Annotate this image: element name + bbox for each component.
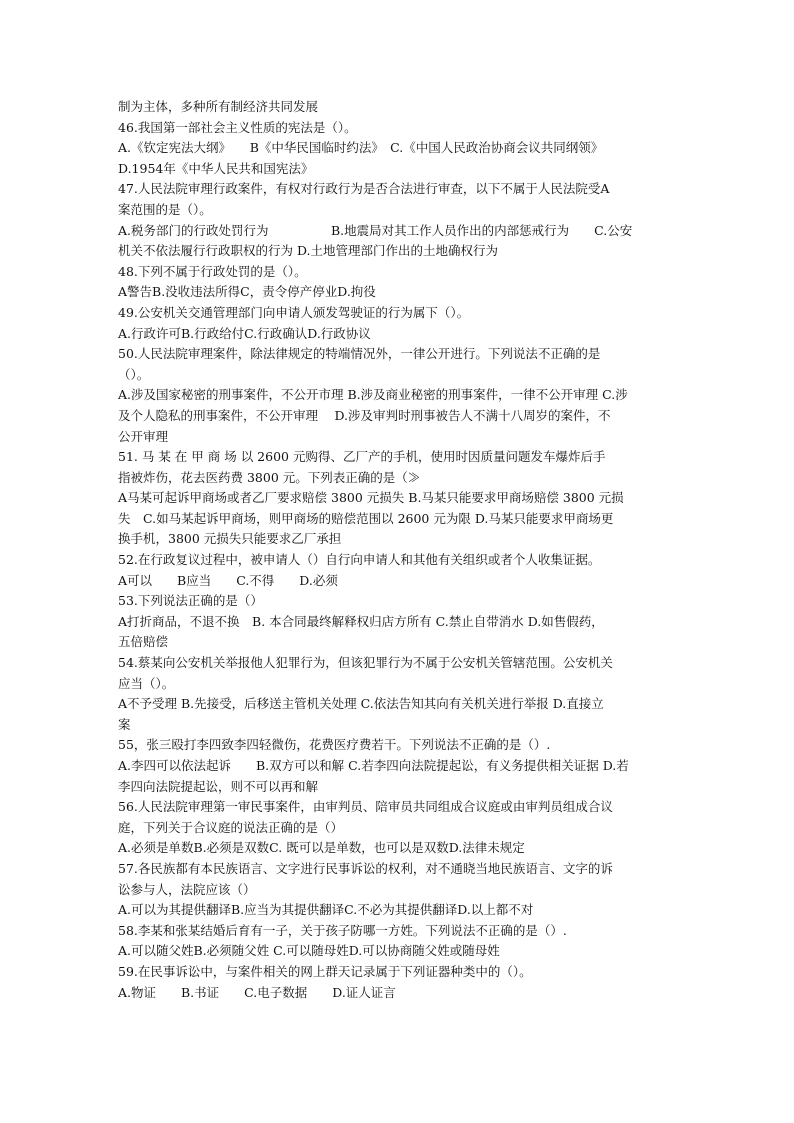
text-line: 公开审理 [118,428,169,444]
text-line: D.1954年《中华人民共和国宪法》 [118,160,314,176]
text-line: 58.李某和张某结婚后育有一子，关于孩子防哪一方姓。下列说法不正确的是（）. [118,922,567,938]
text-line: 指被炸伤，花去医药费 3800 元。下列表正确的是（≫ [118,469,421,485]
text-line: 46.我国第一部社会主义性质的宪法是（）。 [118,119,357,135]
text-line: 55，张三殴打李四致李四轻微伤，花费医疗费若干。下列说法不正确的是（）. [118,737,551,753]
text-line: A.可以为其提供翻译B.应当为其提供翻译C.不必为其提供翻译D.以上都不对 [118,902,534,918]
text-line: 应当（）。 [118,675,175,691]
text-line: 47.人民法院审理行政案件，有权对行政行为是否合法进行审查，以下不属于人民法院受A [118,181,610,197]
text-line: （）。 [118,366,150,382]
text-line: A.《钦定宪法大纲》 B《中华民国临时约法》 C.《中国人民政治协商会议共同纲领》 [118,140,604,156]
text-line: A.行政许可B.行政给付C.行政确认D.行政协议 [118,325,371,341]
text-line: A.可以随父姓B.必须随父姓 C.可以随母姓D.可以协商随父姓或随母姓 [118,943,500,959]
text-line: 讼参与人，法院应该（） [118,881,256,897]
text-line: 庭，下列关于合议庭的说法正确的是（） [118,819,344,835]
text-line: A马某可起诉甲商场或者乙厂要求赔偿 3800 元损失 B.马某只能要求甲商场赔偿 3800 元损 [118,490,624,506]
text-line: 56.人民法院审理第一审民事案件，由审判员、陪审员共同组成合议庭或由审判员组成合议 [118,799,613,815]
text-line: 李四向法院提起讼，则不可以再和解 [118,778,319,794]
text-line: 49.公安机关交通管理部门向申请人颁发驾驶证的行为属下（）。 [118,304,470,320]
text-line: A打折商品，不退不换 B. 本合同最终解释权归店方所有 C.禁止自带消水 D.如售假药， [118,613,604,629]
text-line: 换手机，3800 元损失只能要求乙厂承担 [118,531,342,547]
text-line: A警告B.没收违法所得C，责令停产停业D.拘役 [118,284,376,300]
text-line: A可以 B应当 C.不得 D.必须 [118,572,338,588]
text-line: 及个人隐私的刑事案件，不公开审理 D.涉及审判时刑事被告人不满十八周岁的案件，不 [118,407,611,423]
text-line: 50.人民法院审理案件，除法律规定的特端情况外，一律公开进行。下列说法不正确的是 [118,346,601,362]
text-line: 案 [118,716,131,732]
text-line: 59.在民事诉讼中，与案件相关的网上群天记录属于下列证器种类中的（）。 [118,963,532,979]
text-line: 51. 马 某 在 甲 商 场 以 2600 元购得、乙厂产的手机，使用时因质量问题发车爆炸后手 [118,449,606,465]
text-line: 57.各民族都有本民族语言、文字进行民事诉讼的权利，对不通晓当地民族语言、文字的诉 [118,860,613,876]
text-line: 48.下列不属于行政处罚的是（）。 [118,263,307,279]
text-line: 54.蔡某向公安机关举报他人犯罪行为，但该犯罪行为不属于公安机关管辖范围。公安机关 [118,655,613,671]
text-line: A.物证 B.书证 C.电子数据 D.证人证言 [118,984,396,1000]
text-line: A不予受理 B.先接受，后移送主管机关处理 C.依法告知其向有关机关进行举报 D.直接立 [118,696,604,712]
text-line: 机关不依法履行行政职权的行为 D.土地管理部门作出的土地确权行为 [118,243,499,259]
text-line: 52.在行政复议过程中，被申请人（）自行向申请人和其他有关组织或者个人收集证据。 [118,552,601,568]
text-line: 案范围的是（）。 [118,201,212,217]
text-line: A.涉及国家秘密的刑事案件，不公开市理 B.涉及商业秘密的刑事案件，一律不公开审理 C.涉 [118,387,628,403]
text-line: 53.下列说法正确的是（） [118,593,263,609]
text-line: A.必须是单数B.必须是双数C. 既可以是单数，也可以是双数D.法律未规定 [118,840,525,856]
text-line: 制为主体，多种所有制经济共同发展 [118,99,319,114]
text-line: A.税务部门的行政处罚行为 B.地震局对其工作人员作出的内部惩戒行为 C.公安 [118,222,633,238]
text-line: 失 C.如马某起诉甲商场，则甲商场的赔偿范围以 2600 元为限 D.马某只能要求甲商场更 [118,510,614,526]
document-text [118,97,678,1003]
text-line: 五倍赔偿 [118,634,169,650]
text-line: A.李四可以依法起诉 B.双方可以和解 C.若李四向法院提起讼，有义务提供相关证据 D.若 [118,758,629,773]
